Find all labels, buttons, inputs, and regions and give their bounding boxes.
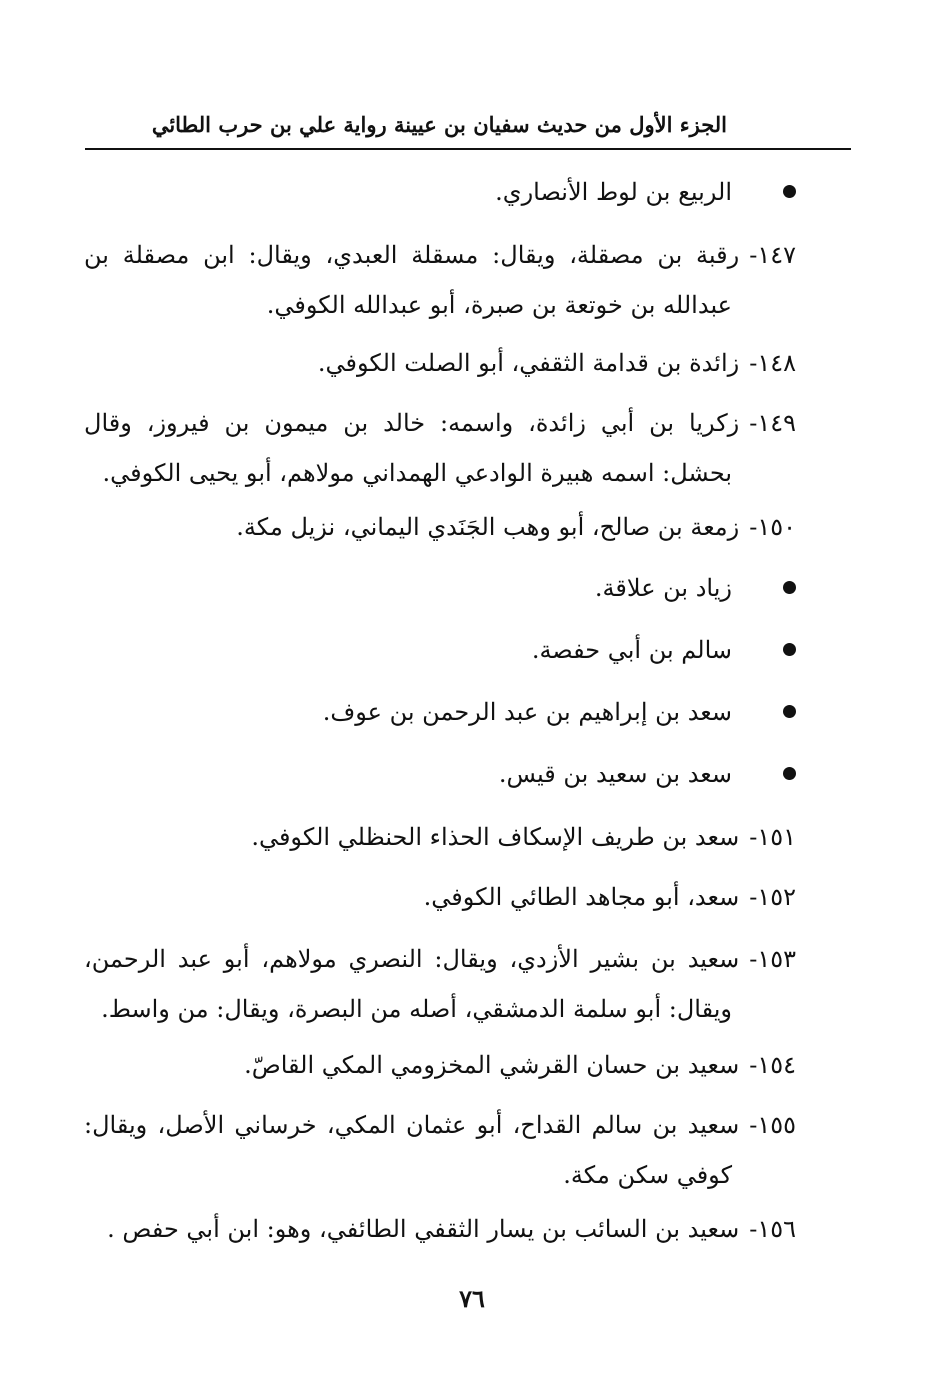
bullet-item — [323, 692, 732, 732]
numbered-entry — [84, 934, 796, 1034]
entry-number: ١٥١- — [749, 823, 796, 851]
entry-text: سعد بن طريف الإسكاف الحذاء الحنظلي الكوفي. — [251, 823, 740, 851]
entry-continuation: ويقال: أبو سلمة الدمشقي، أصله من البصرة، ويقال: من واسط. — [101, 995, 732, 1023]
entry-text: سعيد بن سالم القداح، أبو عثمان المكي، خرساني الأصل، ويقال: — [84, 1111, 740, 1139]
header-title: الجزء الأول من حديث سفيان بن عيينة رواية علي بن حرب الطائي — [151, 112, 727, 137]
bullet-item — [532, 630, 732, 670]
numbered-entry — [84, 230, 796, 330]
numbered-entry — [84, 1100, 796, 1200]
entry-text: سعيد بن حسان القرشي المخزومي المكي القاصّ. — [244, 1051, 740, 1079]
numbered-entry — [84, 398, 796, 498]
numbered-entry — [236, 502, 796, 552]
entry-text: سعيد بن بشير الأزدي، ويقال: النصري مولاهم، أبو عبد الرحمن، — [84, 945, 740, 973]
entry-number: ١٥٥- — [749, 1111, 796, 1139]
entry-text: زمعة بن صالح، أبو وهب الجَنَدي اليماني، نزيل مكة. — [236, 513, 740, 541]
entry-number: ١٤٩- — [749, 409, 796, 437]
page-number: ٧٦ — [459, 1284, 485, 1313]
bullet-text: الربيع بن لوط الأنصاري. — [495, 178, 732, 206]
entry-continuation: كوفي سكن مكة. — [563, 1161, 732, 1189]
numbered-entry — [424, 872, 796, 922]
entry-number: ١٥٢- — [749, 883, 796, 911]
running-header — [85, 108, 851, 150]
bullet-item — [595, 568, 732, 608]
entry-number: ١٥٠- — [749, 513, 796, 541]
bullet-item — [499, 754, 732, 794]
bullet-icon — [783, 581, 796, 594]
bullet-item — [495, 172, 732, 212]
entry-number: ١٤٧- — [749, 241, 796, 269]
bullet-text: زياد بن علاقة. — [594, 574, 732, 602]
entry-text: رقبة بن مصقلة، ويقال: مسقلة العبدي، ويقال: ابن مصقلة بن — [84, 241, 740, 269]
entry-number: ١٥٣- — [749, 945, 796, 973]
entry-text: سعد، أبو مجاهد الطائي الكوفي. — [423, 883, 740, 911]
numbered-entry — [107, 1204, 796, 1254]
entry-number: ١٥٦- — [749, 1215, 796, 1243]
entry-number: ١٤٨- — [749, 349, 796, 377]
bullet-icon — [783, 705, 796, 718]
bullet-icon — [783, 185, 796, 198]
entry-continuation: عبدالله بن خوتعة بن صبرة، أبو عبدالله الكوفي. — [266, 291, 732, 319]
bullet-text: سعد بن إبراهيم بن عبد الرحمن بن عوف. — [322, 698, 732, 726]
bullet-icon — [783, 643, 796, 656]
bullet-text: سعد بن سعيد بن قيس. — [498, 760, 732, 788]
numbered-entry — [251, 812, 796, 862]
numbered-entry — [244, 1040, 796, 1090]
bullet-icon — [783, 767, 796, 780]
entry-continuation: بحشل: اسمه هبيرة الوادعي الهمداني مولاهم، أبو يحيى الكوفي. — [102, 459, 732, 487]
entry-number: ١٥٤- — [749, 1051, 796, 1079]
entry-text: زائدة بن قدامة الثقفي، أبو الصلت الكوفي. — [317, 349, 740, 377]
entry-text: زكريا بن أبي زائدة، واسمه: خالد بن ميمون بن فيروز، وقال — [84, 409, 740, 437]
entry-text: سعيد بن السائب بن يسار الثقفي الطائفي، وهو: ابن أبي حفص . — [107, 1215, 740, 1243]
bullet-text: سالم بن أبي حفصة. — [531, 636, 732, 664]
numbered-entry — [318, 338, 796, 388]
